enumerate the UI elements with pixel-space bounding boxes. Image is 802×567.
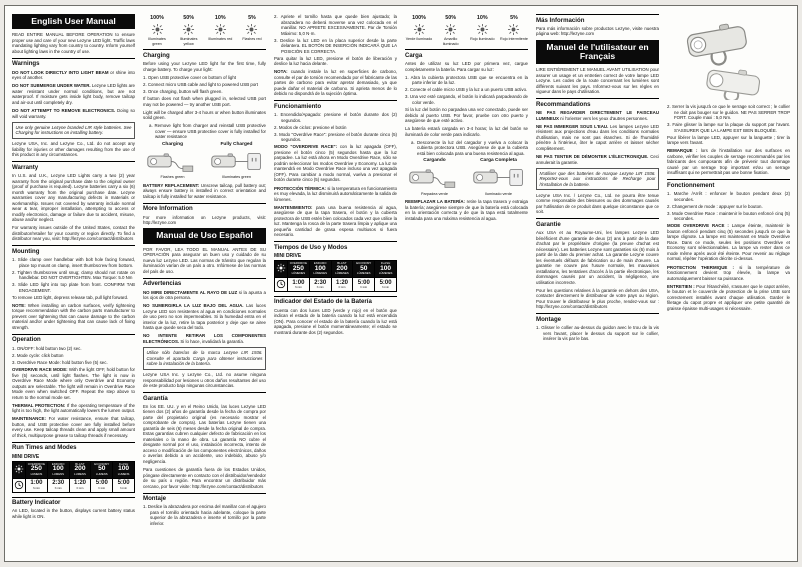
warning-rest: Si lo hace, invalidará la garantía.	[180, 338, 245, 344]
charging-substep: a. Remove light from charger and reinstall USB protective cover — ensure USB protective cover is fully installed for water resistance	[149, 123, 266, 140]
overdrive-mode-text-es	[274, 144, 397, 183]
garantia-heading: Garantía	[143, 392, 266, 402]
battery-replacement-rest: Unscrew tailcap, pull battery out; always ensure battery is installed in correct orientation and tailcap is fully installed for water resistance.	[143, 182, 266, 199]
spanish-manual-title: Manual de Uso Español	[143, 228, 266, 243]
battery-level	[405, 15, 433, 46]
charging-step: 1. Open USB protective cover on bottom of light	[143, 74, 236, 80]
note-lead: REMARQUE :	[667, 148, 698, 154]
runtime-value: 1:20	[73, 480, 86, 487]
indicador-text: Cuenta con dos luces LED (verde y rojo) en el botón que indican el estado de la batería cuando la luz está encendida (ON). Para conocer el estado de la batería cuando la luz está apagada, presione el botón momentáneamente; el estado se mostrará durante dos (2) segundos.	[274, 307, 397, 335]
mode-name: BLAST	[75, 461, 85, 466]
carga-note: Si la luz del botón no parpadea una vez conectado, puede ser debido al puerto USB. Por favor, pruebe con otro puerto y asegúrese de que esté activo.	[405, 107, 528, 124]
light-glow-icon	[182, 23, 195, 36]
battery-replacement-text-es	[405, 199, 528, 221]
warning-rest: or shine into eyes of another.	[12, 69, 135, 81]
warning-item	[536, 110, 659, 121]
lumens-unit: LÚMENES	[313, 271, 327, 276]
operation-heading: Operation	[12, 334, 135, 344]
funcionamiento-step: 2. Modos de ciclos: presione el botón	[274, 124, 347, 130]
warning-lead: NO SUMERGIRLA LA LUZ BAJO DEL AGUA.	[143, 303, 244, 309]
warning-lead: NE PAS TENTER DE DÉMONTER L'ÉLECTRONIQUE.	[536, 154, 649, 159]
battery-level-label: Illuminates yellow	[179, 37, 198, 46]
clock-icon	[14, 480, 24, 490]
warning-rest: Lezyne LED lights are water resistant under normal conditions, but are not waterproof. If moisture gets inside light body, remove tailcap and air-out until completely dry.	[12, 83, 135, 105]
battery-replacement-text	[143, 183, 266, 200]
warning-item	[143, 303, 266, 331]
lumens-value: 50	[360, 264, 368, 272]
indicador-heading: Indicador del Estado de la Batería	[274, 296, 397, 306]
runtime-unit: h:min	[54, 485, 62, 490]
battery-pct: 100%	[412, 15, 426, 21]
note-lead: NOTA:	[274, 69, 288, 75]
note-lead: NOTE:	[12, 302, 26, 308]
mode-name: OVERDRIVE	[289, 261, 308, 266]
runtime-value: 5:00	[95, 480, 108, 487]
fonctionnement-step: 2. Changement de mode : appuyer sur le bouton.	[667, 203, 763, 209]
montage-note	[667, 148, 790, 176]
clock-icon	[276, 279, 286, 289]
column-english	[12, 14, 135, 553]
light-glow-icon	[444, 23, 457, 36]
runtime-value: 5:00	[357, 279, 370, 286]
thermal-rest: si la temperatura en funcionamiento es muy elevada, la luz disminuirá automáticamente la salida de lúmenes.	[274, 185, 397, 202]
charging-step: 2. Connect micro USB cable and light to powered USB port	[143, 81, 258, 87]
runtime-value: 2:30	[314, 279, 327, 286]
warning-rest: Las luces Lezyne LED son resistentes al agua en condiciones normales de uso pero no son impermeables. Si la humedad entra en el interior de la luz, retire la tapa posterior y deje que se airee hasta que quede seca del todo.	[143, 303, 266, 331]
runtime-value: 2:30	[52, 480, 65, 487]
carga-step: 2. Conecte el cable micro USB y la luz a un puerto USB activo.	[405, 87, 528, 93]
battery-level	[175, 15, 203, 46]
warning-lead: NO INTENTE RETIRAR LOS COMPONENTES ELECTRÓNICOS.	[143, 333, 266, 344]
note-rest: When installing on carbon surfaces, verify tightening torque recommendation with the carbon parts manufacturer to prevent over tightening that can cause damage to the carbon material and/or under tightening that can cause lack of fixing strength.	[12, 302, 135, 330]
light-glow-icon	[151, 23, 164, 36]
funcionamiento-heading: Funcionamiento	[274, 100, 397, 110]
battery-pct: 10%	[476, 15, 488, 21]
charging-pane-title: Charging	[161, 141, 184, 147]
montage-step: 3. Faire glisser la lampe sur la plaque du support par l'avant. S'ASSURER QUE LA LAMPE EST BIEN BLOQUÉE.	[667, 122, 790, 133]
battery-pct: 10%	[214, 15, 226, 21]
mode-name: OVERDRIVE	[27, 461, 46, 466]
runtime-unit: h:min	[382, 285, 390, 290]
runtime-unit: h:min	[316, 285, 324, 290]
maintenance-rest: para una buena resistencia al agua, asegúrese de que la tapa trasera, el botón y la cubierta protectora de USB estén bien colocados cada vez que utilice la luz. Mantenga la rosca de la parte trasera limpia y aplique una pequeña cantidad de grasa espesa multiusos si fuera necesario.	[274, 204, 397, 238]
charging-pane	[143, 142, 202, 180]
battery-replacement-rest: retire la tapa trasera y extraiga la batería; asegúrese siempre de que la batería está colocada en la orientación correcta y de que la tapa está totalmente instalada para una máxima resistencia al agua.	[405, 199, 528, 221]
mas-informacion-text: Para más información sobre productos Lezyne, visite nuestra página web: http://lezyne.com	[536, 25, 659, 37]
runtimes-heading: Run Times and Modes	[12, 442, 135, 452]
lumens-value: 50	[98, 465, 106, 473]
montaje-heading: Montaje	[143, 493, 266, 503]
spanish-intro: POR FAVOR, LEA TODO EL MANUAL ANTES DE SU OPERACIÓN para asegurar un buen uso y cuidado de su nueva luz Lezyne LED. Las normas de tránsito que regulan la iluminación varían de un país a otro. Infórmese de las normas del país de uso.	[143, 246, 266, 274]
fonctionnement-step: 1. Marche /Arrêt : enfoncer le bouton pendant deux (2) secondes.	[667, 191, 790, 202]
warnings-heading: Warnings	[12, 58, 135, 68]
fonctionnement-heading: Fonctionnement	[667, 179, 790, 189]
warning-lead: NE PAS REGARDER DIRECTEMENT LE FAISCEAU LUMINEUX	[536, 110, 659, 121]
montaje-step: 2. Apriete el tornillo hasta que quede bien ajustado; la abrazadera no deberá moverse una vez colocada en el manillar. NO APRIETE EXCESIVAMENTE. Par de Torsión Máximo: 5,0 N·m.	[274, 14, 397, 36]
lumens-unit: LÚMENES	[291, 271, 306, 276]
operation-step: 3. Overdrive Race Mode: hold button five (5) sec.	[12, 360, 108, 366]
montage-step: 1. Glisser le collier au-dessus du guidon avec le trou de la vis vers l'avant, placer le dessus du support sur le collier, insérer la vis par le bas.	[536, 325, 659, 341]
thermal-protection-text	[12, 403, 135, 414]
charging-pane-caption: Parpadea verde	[420, 191, 449, 196]
note-rest: lors de l'installation sur des surfaces en carbone, vérifier les couples de serrage recommandés par les fabricants des composants afin de prévenir tout dommage causé par un serrage trop important et/ou un serrage insuffisant qui ne permettrait pas une bonne fixation.	[667, 148, 790, 176]
charging-intro: Before using your Lezyne LED light for the first time, fully charge battery. To charge your light:	[143, 61, 266, 72]
more-information-heading: More Information	[143, 203, 266, 213]
battery-replacement-lead: BATTERY REPLACEMENT:	[143, 182, 200, 188]
light-glow-icon	[476, 23, 489, 36]
maintenance-text-fr	[667, 284, 790, 312]
maintenance-rest: Pour l'étanchéité, s'assurer que le capot arrière, le bouton et le couvercle de protection de la prise USB sont correctement installés avant chaque utilisation. Garder le filetage du capot propre et appliquer une petite quantité de graisse épaisse multi-usages si nécessaire.	[667, 283, 790, 311]
warning-item	[143, 333, 266, 344]
lumens-unit: LUMENS	[117, 472, 130, 477]
mas-informacion-heading: Más Información	[536, 14, 659, 24]
garantia-distributors: Para cuestiones de garantía fuera de los Estados Unidos, póngase directamente en contacto con el distribuidor/vendedor de su país o región. Para encontrar un distribuidor más cercano, por favor visite: http://lezyne.com/contact/distributors	[143, 467, 266, 489]
mode-name: ENDURO	[313, 261, 327, 266]
montage-remove: Pour libérer la lampe LED, appuyer sur la languette ; tirer la lampe vers l'avant.	[667, 134, 790, 146]
lumens-value: 100	[118, 465, 130, 473]
runtime-value: 1:00	[30, 480, 43, 487]
runtime-unit: h:min	[360, 285, 368, 290]
charging-note: If button does not flash when plugged in, selected USB port may not be powered — try another USB port.	[143, 96, 266, 107]
battery-pct: 50%	[445, 15, 457, 21]
warning-item	[12, 83, 135, 105]
more-information-text: For more information on Lezyne products, visit: http://lezyne.com	[143, 214, 266, 226]
montage-step: 2. Serrer la vis jusqu'à ce que le serrage soit correct ; le collier ne doit pas bouger sur le guidon. NE PAS SERRER TROP FORT. Couple maxi : 5,0 Nm.	[667, 104, 790, 120]
runtime-unit: h:min	[76, 485, 84, 490]
warning-lead: DO NOT SUBMERGE UNDER WATER.	[12, 83, 91, 89]
maintenance-lead: MANTENIMIENTO:	[274, 204, 313, 210]
light-usb-plug-icon	[408, 165, 462, 190]
charged-pane-caption: Iluminado verde	[484, 191, 513, 196]
thermal-lead: PROTECCIÓN TÉRMICA:	[274, 185, 326, 191]
warning-item	[536, 124, 659, 152]
montaje-step: 3. Deslice la luz LED en la placa superior desde la parte delantera. EL BOTÓN DE INSERCIÓN INDICARÁ QUE LA POSICIÓN ES CORRECTA.	[274, 37, 397, 54]
mode-name: ECONOMY	[356, 261, 372, 266]
carga-intro: Antes de utilizar su luz LED por primera vez, cargue completamente la batería. Para cargar su luz:	[405, 61, 528, 72]
battery-level-label: Rojo intermitente	[500, 37, 528, 42]
lumens-unit: LUMENS	[52, 472, 65, 477]
lumens-value: 250	[30, 465, 42, 473]
english-manual-title: English User Manual	[12, 14, 135, 29]
mounting-step: 1. Slide clamp over handlebar with bolt hole facing forward, place top mount on clamp, insert thumbscrew from bottom.	[12, 257, 135, 268]
battery-pct: 5%	[510, 15, 518, 21]
battery-note-es: Utilice sólo baterías de la marca Lezyne LIR 1936. Consulte el apartado Carga para obtener instrucciones sobre la instalación de la batería.	[143, 347, 266, 370]
warranty-distributors: For warranty issues outside of the United States, contact the distributor/retailer for your country or region directly. To find a distributor near you, visit: http://lezyne.com/contact/distributors	[12, 225, 135, 242]
battery-level-label: Verde iluminado	[405, 37, 433, 42]
maintenance-text-es	[274, 205, 397, 238]
warning-item	[12, 70, 135, 81]
operation-step: 2. Mode cycle: click button	[12, 352, 64, 358]
runtime-value: 5:00	[117, 480, 130, 487]
mounting-heading: Mounting	[12, 245, 135, 255]
warning-rest: Doing so will void warranty.	[12, 108, 135, 119]
overdrive-lead: MODE OVERDRIVE RACE :	[667, 223, 729, 229]
overdrive-mode-text-fr	[667, 223, 790, 262]
light-outlet-icon	[472, 165, 526, 190]
lumens-unit: LÚMENES	[357, 271, 371, 276]
runtime-unit: h:min	[294, 285, 302, 290]
light-outlet-icon	[210, 149, 264, 174]
mode-name: BLAST	[337, 261, 347, 266]
battery-indicator-text: An LED, located in the button, displays current battery status while light is ON.	[12, 508, 135, 519]
warranty-heading: Warranty	[12, 161, 135, 171]
thermal-protection-text-fr	[667, 265, 790, 282]
battery-levels-es	[405, 15, 528, 46]
lumens-unit: LÚMENES	[335, 271, 349, 276]
funcionamiento-step: 1. Encendido/Apagado: presione el botón durante dos (2) segundos.	[274, 112, 397, 123]
liability-note: Lezyne USA, Inc. and Lezyne Co., Ltd. do not accept any liability for injuries or other damages resulting from the use of this product in any circumstances.	[12, 141, 135, 158]
overdrive-lead: OVERDRIVE RACE MODE:	[12, 367, 68, 373]
overdrive-mode-text	[12, 367, 135, 400]
charged-pane-title: Carga Completa	[480, 158, 517, 164]
lumens-unit: LUMENS	[74, 472, 86, 477]
charged-pane-title: Fully Charged	[220, 141, 253, 147]
advertencias-heading: Advertencias	[143, 278, 266, 288]
runtime-unit: h:min	[338, 285, 346, 290]
mode-name: ENDURO	[51, 461, 65, 466]
mounting-step: 2. Tighten thumbscrew until snug; clamp should not rotate on handlebar. DO NOT OVERTIGHTEN. Max Torque: 5.0 Nm	[12, 269, 135, 281]
light-glow-icon	[245, 23, 258, 36]
light-usb-plug-icon	[146, 149, 200, 174]
charging-heading: Charging	[143, 49, 266, 59]
light-output-icon	[14, 464, 24, 474]
english-intro: READ ENTIRE MANUAL BEFORE OPERATION to ensure proper use and care of your new Lezyne LED light. Traffic laws mandating lighting vary from country to country. Inform yourself about lighting laws in the country of use.	[12, 32, 135, 54]
french-manual-title: Manuel de l'utilisateur en Français	[536, 40, 659, 65]
warning-lead: DO NOT LOOK DIRECTLY INTO LIGHT BEAM	[12, 69, 109, 75]
battery-level-label: Illuminates green	[148, 37, 166, 46]
battery-indicator-heading: Battery Indicator	[12, 497, 135, 507]
charging-pane-title: Cargando	[423, 158, 446, 164]
mounting-step: 3. Slide LED light into top plate from front. CONFIRM TAB ENGAGEMENT.	[12, 282, 135, 293]
garantie-text: Aux USA et au Royaume-Uni, les lampes Lezyne LED bénéficient d'une garantie de deux (2) ans à partir de la date d'achat par le propriétaire d'origine (la preuve d'achat est nécessaire). Les batteries Lezyne sont garanties six (6) mois à partir de la date du premier achat. La garantie Lezyne couvre les éventuels défauts de fabrication ou de main d'œuvre. La garantie ne couvre pas l'usure normale, les mauvaises installations, les tentatives d'accès à la partie électronique, les dommages causés par un accident, la négligence, une utilisation incorrecte.	[536, 230, 659, 285]
liability-note-fr: Lezyne USA Inc. / Lezyne Co., Ltd. ne pourra être tenue comme responsable des blessures ou des dommages causés par l'utilisation de ce produit dans quelque circonstance que ce soit.	[536, 192, 659, 215]
montaje-note	[274, 69, 397, 97]
recommandations-heading: Recommandations	[536, 98, 659, 108]
manual-page	[4, 5, 798, 562]
warning-item	[536, 154, 659, 165]
lumens-value: 100	[52, 465, 64, 473]
runtimes-table	[12, 461, 135, 493]
charging-pane	[405, 158, 464, 196]
carga-duration: La batería estará cargada en 3-4 horas; la luz del botón se iluminará de color verde para indicarlo.	[405, 126, 528, 137]
column-french-operation	[667, 14, 790, 553]
bike-light-illustration	[670, 16, 788, 100]
battery-levels-en	[143, 15, 266, 46]
carga-step: 1. Abra la cubierta protectora USB que se encuentra en la parte inferior de la luz.	[405, 74, 528, 86]
montage-heading: Montage	[536, 313, 659, 323]
battery-level-label: Flashes red	[242, 37, 262, 42]
thermal-lead: THERMAL PROTECTION:	[12, 402, 66, 408]
overdrive-rest: Lampe éteinte, maintenir le bouton enfoncé pendant cinq (5) secondes jusqu'à ce que la lampe clignote. La lampe est maintenant en Mode Overdrive Race. Dans ce mode, seules les positions Overdrive et Economy sont sélectionnables. La lampe va rester dans ce mode même après avoir été éteinte. Pour revenir au réglage normal, répéter l'opération décrite ci-dessus.	[667, 223, 790, 262]
warning-rest: si la apunta a los ojos de otra persona.	[143, 289, 266, 301]
charging-step: 3. Once charging, button will flash green.	[143, 88, 223, 94]
runtime-value: 5:00	[379, 279, 392, 286]
overdrive-lead: MODO "OVERDRIVE RACE":	[274, 144, 338, 150]
funcionamiento-step: 3. Modo "Overdrive Race": presione el botón durante cinco (5) segundos.	[274, 131, 397, 143]
liability-note-es: Lezyne USA Inc. y Lezyne Co., Ltd. no asume ninguna responsabilidad por lesiones u otros daños resultantes del uso de este producto bajo ningunas circunstancias.	[143, 372, 266, 389]
warning-rest: Ceci annulerait la garantie.	[536, 154, 659, 165]
lumens-unit: LUMENS	[30, 472, 43, 477]
thermal-lead: PROTECTION THERMIQUE :	[667, 264, 735, 270]
warning-item	[143, 290, 266, 301]
maintenance-lead: MAINTENANCE:	[12, 416, 46, 422]
carga-heading: Carga	[405, 49, 528, 59]
overdrive-rest: con la luz apagada (OFF), presione el botón cinco (5) segundos hasta que la luz parpadee. La luz está ahora en Modo Overdrive Race, sólo se podrán seleccionar los modos Overdrive y Economy. La luz se mantendrá en Modo Overdrive Race incluso una vez apagada (OFF). Para cambiar a modo normal, vuelva a presionar el botón durante cinco (5) segundos.	[274, 144, 397, 183]
column-charging-spanish	[143, 14, 266, 553]
warranty-text: In U.S. and U.K., Lezyne LED Lights carry a two (2) year warranty from the original purchase date to the original owner (proof of purchase is required). Lezyne batteries carry a six (6) month warranty from the original purchase date. Lezyne warranties cover any manufacturing defects in materials or workmanship. Issues not covered by warranty include normal wear & tear, improper installation, attempting to access or modify electronics, damage or failure due to accident, misuse, abuse and/or neglect.	[12, 173, 135, 223]
warning-lead: NE PAS IMMERGER SOUS L'EAU.	[536, 123, 609, 129]
battery-level-label: Rojo iluminado	[470, 37, 495, 42]
lumens-value: 100	[314, 264, 326, 272]
battery-level	[206, 15, 234, 46]
operation-step: 1. ON/OFF: hold button two (2) sec.	[12, 345, 82, 351]
battery-note-fr: N'utiliser que des batteries de marque Lezyne LIR 1936. Reportez-vous aux instructions de Recharge pour l'installation de la batterie.	[536, 168, 659, 191]
garantie-distributors: Pour les questions relatives à la garantie en dehors des USA, contacter directement le distributeur de votre pays ou région. Pour trouver le distributeur le plus proche, rendez-vous sur : http://lezyne.com/contact/distributors	[536, 287, 659, 310]
maintenance-lead: ENTRETIEN :	[667, 283, 695, 289]
mode-name: FLASH	[380, 261, 391, 266]
light-glow-icon	[214, 23, 227, 36]
battery-level	[500, 15, 528, 46]
battery-level	[468, 15, 496, 46]
charging-diagram-es	[405, 158, 528, 196]
montaje-remove: Para quitar la luz LED, presione el botón de liberación y deslice la luz hacia delante.	[274, 55, 397, 67]
mode-name: FLASH	[118, 461, 129, 466]
lumens-unit: LUMENS	[95, 472, 108, 477]
runtime-model-label: MINI DRIVE	[274, 253, 302, 260]
carga-step: 3. Una vez esté cargando, el botón lo indicará parpadeando de color verde.	[405, 94, 528, 105]
light-glow-icon	[507, 23, 520, 36]
column-spanish-operation	[274, 14, 397, 553]
column-spanish-charging	[405, 14, 528, 553]
charged-pane-caption: Illuminates green	[222, 175, 251, 180]
battery-note: Use only genuine Lezyne branded LIR style batteries. See Charging for instructions on installing battery.	[12, 122, 135, 139]
garantia-text: En los EE. UU. y en el Reino Unido, las luces Lezyne LED tienen dos (2) años de garantía desde la fecha de compra por parte del propietario original (es necesario mostrar el comprobante de compra). Las baterías Lezyne tienen una garantía de seis (6) meses desde la fecha original de compra. Estas garantías cubren cualquier defecto de fabricación en los materiales o la mano de obra. La garantía NO cubre el desgaste normal por el uso, instalación incorrecta, intento de acceso o modificación de los componentes electrónicos, daños o averías debido a un accidente, uso indebido, abuso y/o negligencia.	[143, 403, 266, 464]
lumens-unit: LÚMENES	[378, 271, 393, 276]
mode-name: ECONOMY	[94, 461, 110, 466]
charged-pane	[207, 142, 266, 180]
charging-diagram-en	[143, 142, 266, 180]
maintenance-text	[12, 416, 135, 438]
runtime-unit: h:min	[120, 485, 128, 490]
lumens-value: 250	[292, 264, 304, 272]
runtimes-table-es	[274, 260, 397, 292]
runtime-value: 1:20	[335, 279, 348, 286]
battery-replacement-lead: REEMPLAZAR LA BATERÍA:	[405, 199, 466, 205]
tiempos-heading: Tiempos de Uso y Modos	[274, 241, 397, 251]
battery-pct: 50%	[183, 15, 195, 21]
column-french	[536, 14, 659, 553]
battery-level	[437, 15, 465, 46]
thermal-protection-text-es	[274, 186, 397, 203]
battery-level-label: Illuminates red	[208, 37, 233, 42]
garantie-heading: Garantie	[536, 218, 659, 228]
battery-level	[143, 15, 171, 46]
runtime-model-label: MINI DRIVE	[12, 453, 40, 460]
maintenance-rest: For water resistance, ensure that tailcap, button, and USB protective cover are fully installed before every use. Keep tailcap threads clean and apply small amount of thick, multipurpose grease to tailcap threads if necessary.	[12, 416, 135, 438]
charging-pane-caption: Flashes green	[160, 175, 185, 180]
mounting-remove: To remove LED light, depress release tab, pull light forward.	[12, 294, 129, 300]
battery-pct: 5%	[248, 15, 256, 21]
battery-pct: 100%	[150, 15, 164, 21]
runtime-unit: h:min	[98, 485, 106, 490]
warning-rest: ni l'orienter vers les yeux d'autres personnes.	[560, 115, 648, 121]
runtime-value: 1:00	[292, 279, 305, 286]
french-intro: LIRE ENTIÈREMENT LE MANUEL AVANT UTILISATION pour assurer un usage et un entretien correct de votre lampe LED Lezyne. Les codes de la route concernant les lumières sont différents suivant les pays. Informez-vous sur les règles en vigueur dans le pays d'utilisation.	[536, 67, 659, 95]
fonctionnement-step: 3. Mode Overdrive Race : maintenir le bouton enfoncé cinq (5) secondes.	[667, 210, 790, 222]
note-rest: cuando instale la luz en superficies de carbono, consulte el par de torsión recomendado por el fabricante de las partes de carbono para evitar apretar demasiado, ya que puede dañar el material de carbono. Si aprieta menos de lo debido no dispondrá de la sujeción óptima.	[274, 69, 397, 97]
overdrive-rest: With the light OFF, hold button for five (5) seconds, until light flashes. The light is now in Overdrive Race Mode where only Overdrive and Economy outputs are selectable. The light will remain in Overdrive Race Mode even when switched OFF. Repeat the step above to return to the normal mode set.	[12, 367, 135, 400]
battery-level-label: Amarillo iluminado	[442, 37, 459, 46]
charged-pane	[469, 158, 528, 196]
lumens-value: 100	[380, 264, 392, 272]
montaje-step: 1. Deslice la abrazadera por encima del manillar con el agujero para el tornillo orientado hacia adelante, coloque la parte superior de la abrazadera e inserte el tornillo por la parte inferior.	[143, 504, 266, 526]
runtime-unit: h:min	[32, 485, 40, 490]
carga-substep: a. Desconecte la luz del cargador y vuelva a colocar la cubierta protectora USB. Asegúrese de que la cubierta está bien colocada para una buena resistencia al agua.	[411, 139, 528, 156]
lumens-value: 200	[336, 264, 348, 272]
warning-item	[12, 108, 135, 119]
battery-level	[238, 15, 266, 46]
mounting-note	[12, 303, 135, 331]
thermal-rest: If the operating temperature of the light is too high, the light automatically lowers the lumen output.	[12, 402, 135, 414]
warning-lead: DO NOT ATTEMPT TO REMOVE ELECTRONICS.	[12, 108, 116, 114]
lumens-value: 200	[74, 465, 86, 473]
light-glow-icon	[413, 23, 426, 36]
warning-lead: NO MIRE DIRECTAMENTE AL RAYO DE LUZ	[143, 289, 238, 295]
thermal-rest: si la température de fonctionnement devient trop élevée, la lampe va automatiquement baisser sa puissance.	[667, 264, 790, 281]
warning-rest: Les lampes Lezyne LED résistent aux projections d'eau dans les conditions normales d'utilisation, mais ne sont pas étanches. Si de l'humidité pénètre à l'intérieur, ôter le capot arrière et laisser sécher complètement.	[536, 123, 659, 151]
light-output-icon	[276, 263, 286, 273]
charging-duration: Light will be charged after 3-4 hours or when button illuminates solid green.	[143, 109, 266, 121]
